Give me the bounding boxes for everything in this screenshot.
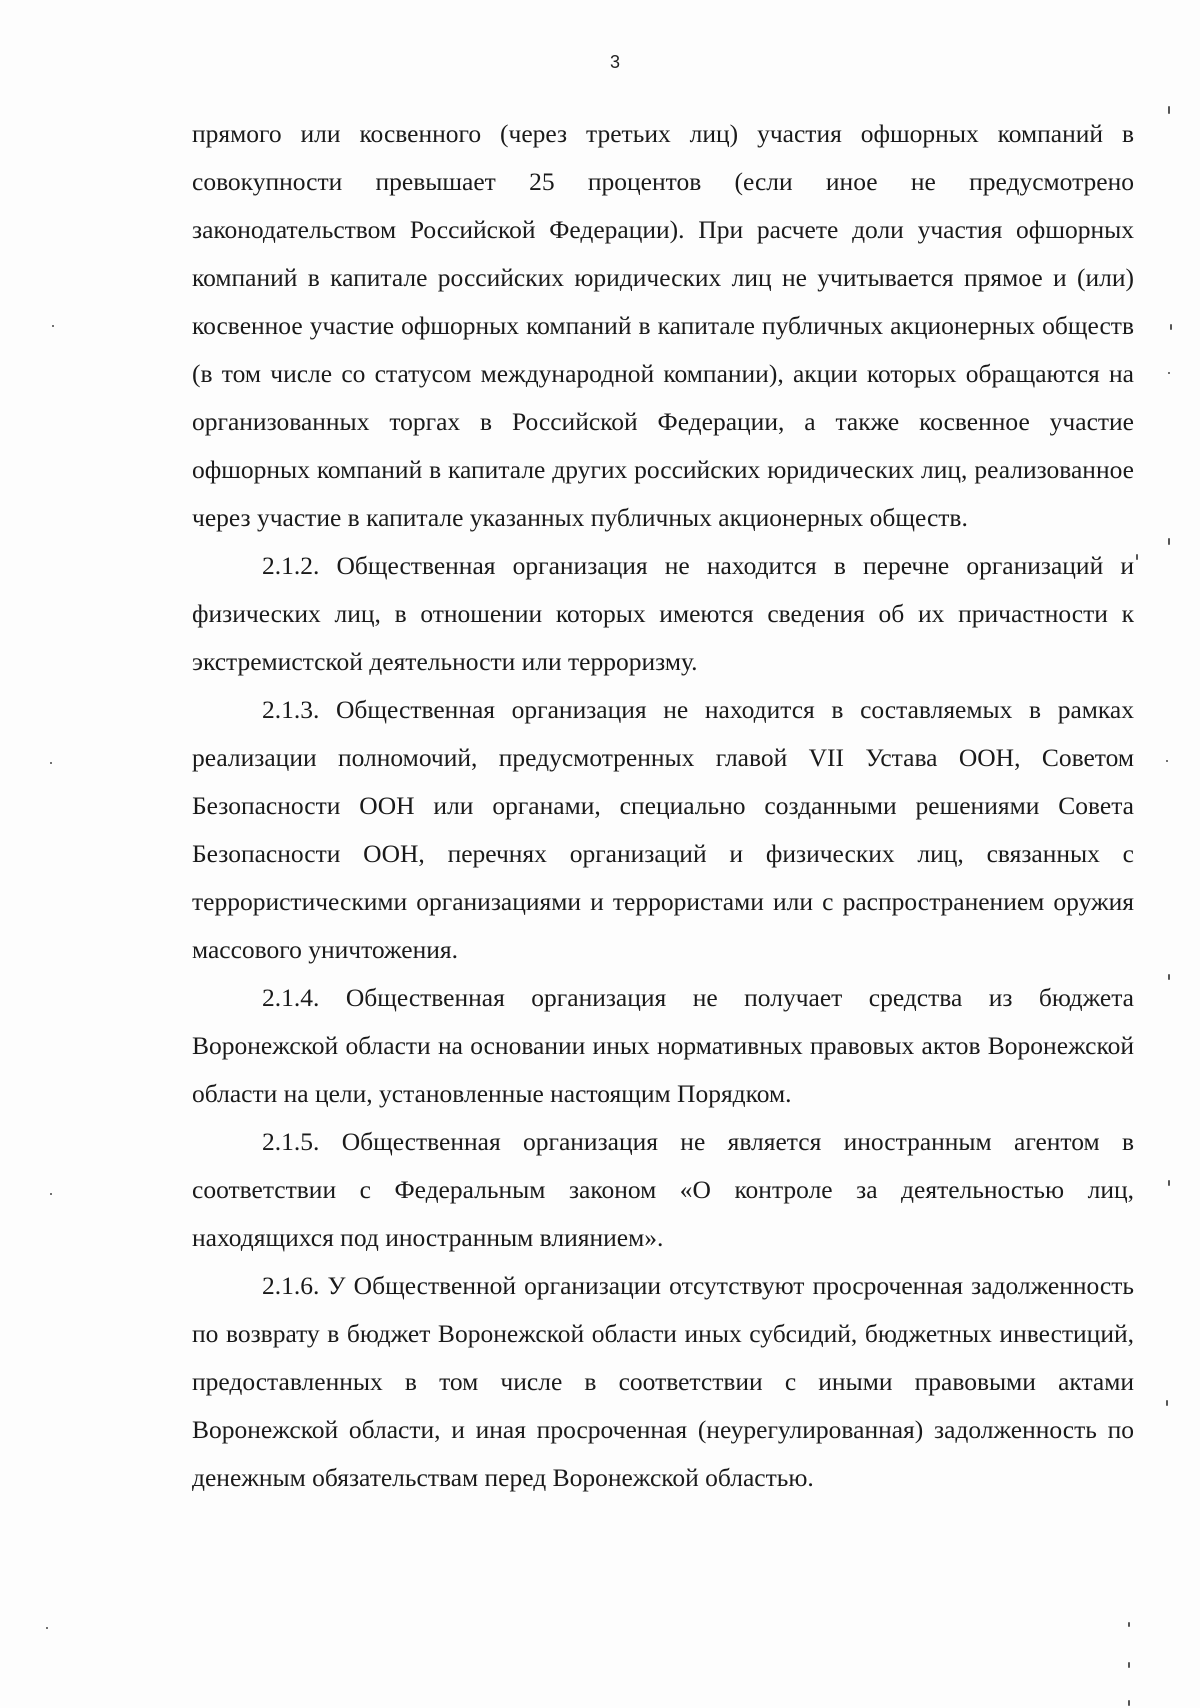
paragraph-2-1-6: 2.1.6. У Общественной организации отсутствуют просроченная задолженность по возврату в бюджет Воронежской области иных субсидий, бюджетных инвестиций, предоставленных в том числе в соответствии с иными правовыми актами Воронежской области, и иная просроченная (неурегулированная) задолженность по денежным обязательствам перед Воронежской областью. <box>192 1271 1134 1492</box>
scan-mark <box>1128 1700 1130 1706</box>
paragraph-2-1-3: 2.1.3. Общественная организация не находится в составляемых в рамках реализации полномочий, предусмотренных главой VII Устава ООН, Советом Безопасности ООН или органами, специально созданными решениями Совета Безопасности ООН, перечнях организаций и физических лиц, связанных с террористическими организациями и террористами или с распространением оружия массового уничтожения. <box>192 695 1134 964</box>
paragraph-2-1-5: 2.1.5. Общественная организация не является иностранным агентом в соответствии с Федеральным законом «О контроле за деятельностью лиц, находящихся под иностранным влиянием». <box>192 1127 1134 1252</box>
scan-mark <box>1168 1180 1170 1186</box>
scan-dot <box>1166 760 1168 762</box>
scan-dot <box>46 1627 48 1629</box>
page-number: 3 <box>609 52 620 72</box>
paragraph-continuation: прямого или косвенного (через третьих лиц) участия офшорных компаний в совокупности превышает 25 процентов (если иное не предусмотрено законодательством Российской Федерации). При расчете доли участия офшорных компаний в капитале российских юридических лиц не учитывается прямое и (или) косвенное участие офшорных компаний в капитале публичных акционерных обществ (в том числе со статусом международной компании), акции которых обращаются на организованных торгах в Российской Федерации, а также косвенное участие офшорных компаний в капитале других российских юридических лиц, реализованное через участие в капитале указанных публичных акционерных обществ. <box>192 119 1134 532</box>
scan-dot <box>1168 372 1170 374</box>
paragraph-2-1-4: 2.1.4. Общественная организация не получает средства из бюджета Воронежской области на основании иных нормативных правовых актов Воронежской области на цели, установленные настоящим Порядком. <box>192 983 1134 1108</box>
scan-mark <box>1170 324 1172 330</box>
scan-mark <box>1136 554 1138 560</box>
paragraph-2-1-2: 2.1.2. Общественная организация не находится в перечне организаций и физических лиц, в отношении которых имеются сведения об их причастности к экстремистской деятельности или терроризму. <box>192 551 1134 676</box>
scan-dot <box>50 1193 52 1195</box>
scan-dot <box>50 762 52 764</box>
scan-dot <box>52 325 54 327</box>
document-body <box>192 110 1134 1502</box>
scan-mark <box>1168 974 1170 980</box>
scan-mark <box>1128 1662 1130 1668</box>
scan-mark <box>1128 1622 1130 1627</box>
scan-mark <box>1168 538 1170 545</box>
scan-mark <box>1166 1400 1168 1406</box>
scan-mark <box>1168 106 1170 114</box>
